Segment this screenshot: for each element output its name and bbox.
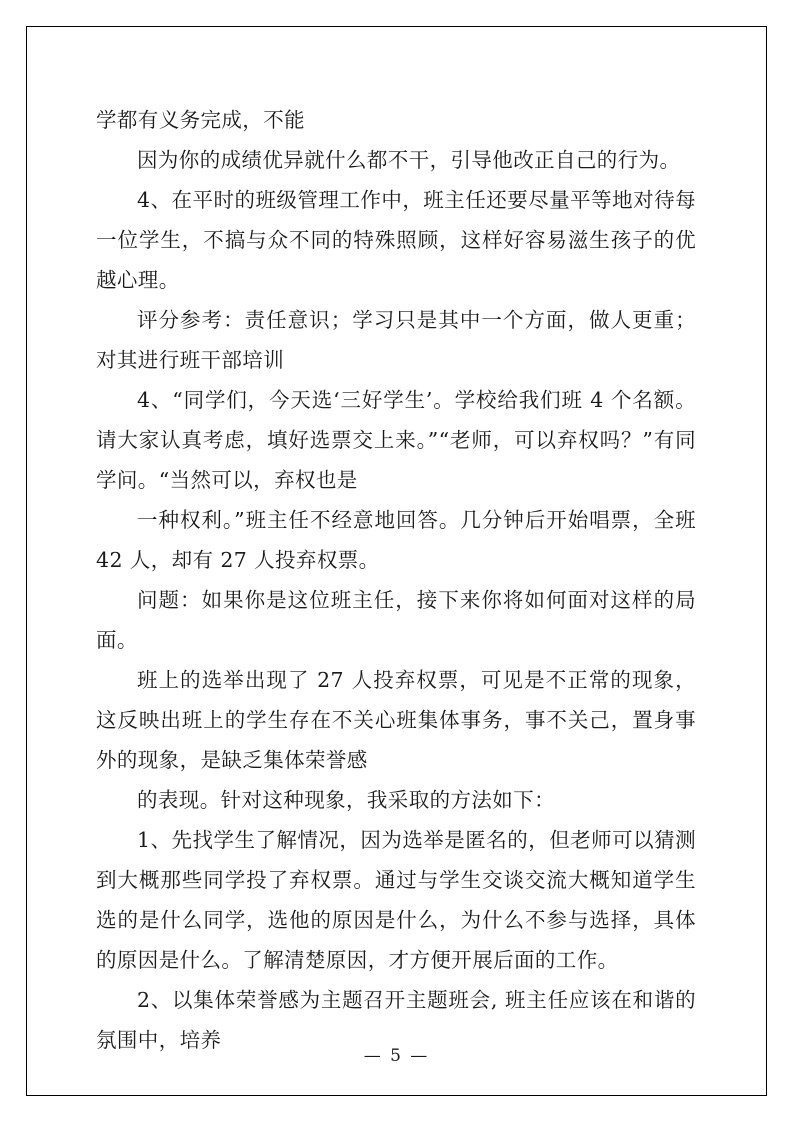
paragraph: 学都有义务完成，不能 <box>96 108 305 132</box>
page-footer <box>0 1046 793 1066</box>
paragraph: 1、先找学生了解情况，因为选举是匿名的，但老师可以猜测到大概那些同学投了弃权票。通过与学生交谈交流大概知道学生选的是什么同学，选他的原因是什么，为什么不参与选择，具体的原因是什么。了解清楚原因，才方便开展后面的工作。 <box>96 828 696 972</box>
paragraph: 评分参考：责任意识；学习只是其中一个方面，做人更重；对其进行班干部培训 <box>96 308 696 372</box>
paragraph: 班上的选举出现了 27 人投弃权票，可见是不正常的现象，这反映出班上的学生存在不关心班集体事务，事不关己，置身事外的现象，是缺乏集体荣誉感 <box>96 668 696 772</box>
document-body <box>96 100 696 1060</box>
page-number: — 5 — <box>363 1046 430 1066</box>
paragraph: 4、“同学们，今天选‘三好学生’。学校给我们班 4 个名额。请大家认真考虑，填好选票交上来。”“老师，可以弃权吗？”有同学问。“当然可以，弃权也是 <box>96 388 696 492</box>
paragraph: 2、以集体荣誉感为主题召开主题班会, 班主任应该在和谐的氛围中，培养 <box>96 988 696 1052</box>
paragraph: 的表现。针对这种现象，我采取的方法如下： <box>137 788 555 812</box>
paragraph: 4、在平时的班级管理工作中，班主任还要尽量平等地对待每一位学生，不搞与众不同的特殊照顾，这样好容易滋生孩子的优越心理。 <box>96 188 696 292</box>
paragraph: 因为你的成绩优异就什么都不干，引导他改正自己的行为。 <box>137 148 681 172</box>
paragraph: 问题：如果你是这位班主任，接下来你将如何面对这样的局面。 <box>96 588 696 652</box>
paragraph: 一种权利。”班主任不经意地回答。几分钟后开始唱票，全班 42 人，却有 27 人投弃权票。 <box>96 508 696 572</box>
